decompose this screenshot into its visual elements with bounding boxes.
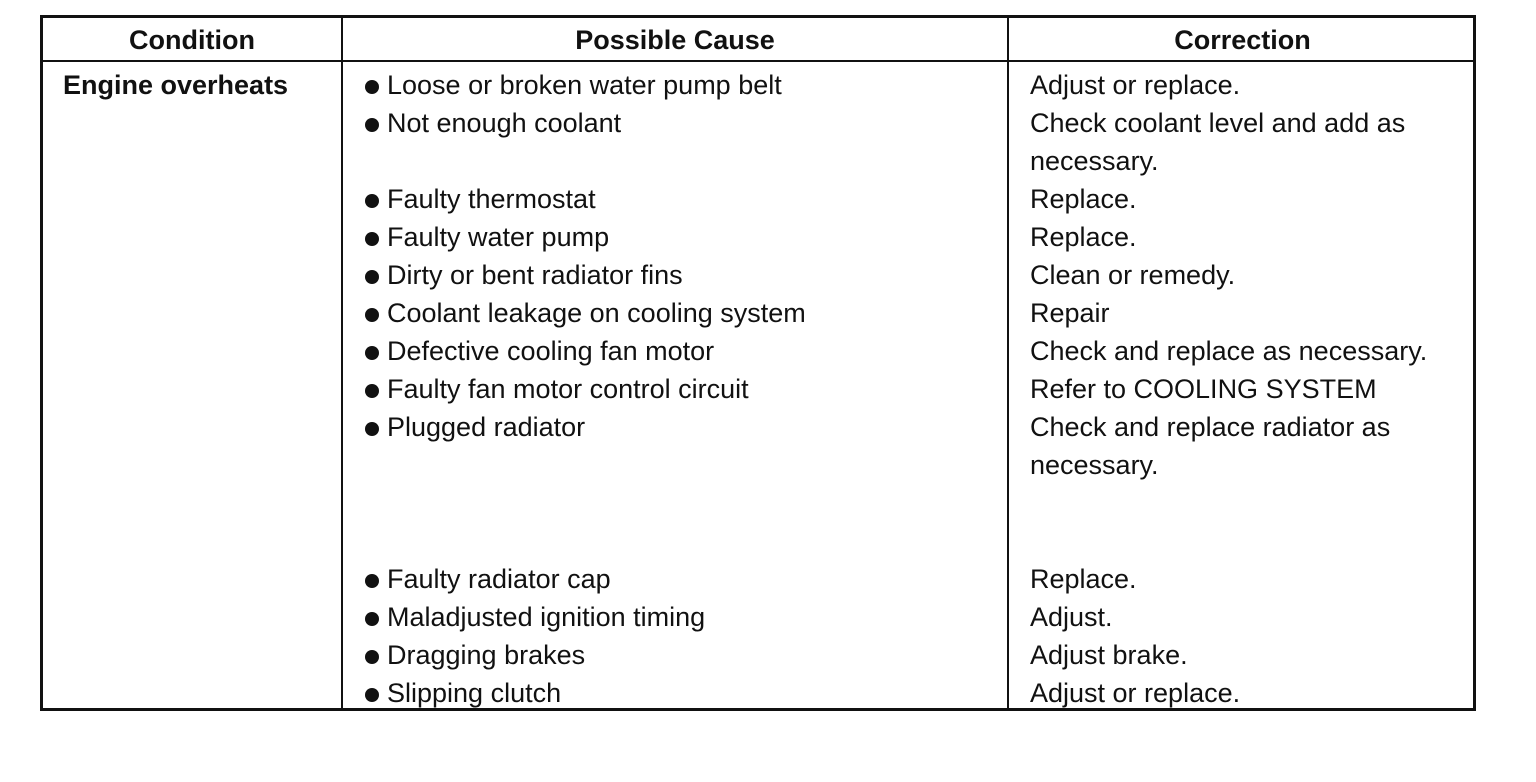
cause-text: Slipping clutch — [387, 678, 562, 708]
cause-item — [363, 294, 1003, 332]
cause-text: Coolant leakage on cooling system — [387, 298, 806, 328]
bullet-icon — [365, 650, 379, 664]
cause-item — [363, 598, 1003, 636]
bullet-icon — [365, 688, 379, 702]
cause-item — [363, 408, 1003, 560]
header-divider — [43, 60, 1473, 62]
correction-item: Adjust or replace. — [1030, 678, 1241, 708]
header-correction: Correction — [1174, 25, 1311, 55]
bullet-icon — [365, 308, 379, 322]
correction-item: Refer to COOLING SYSTEM — [1030, 374, 1377, 404]
cause-item — [363, 104, 1003, 180]
cause-text: Faulty radiator cap — [387, 564, 611, 594]
cause-item — [363, 66, 1003, 104]
condition-cell: Engine overheats — [63, 70, 289, 100]
cause-text: Maladjusted ignition timing — [387, 602, 706, 632]
cause-item — [363, 560, 1003, 598]
correction-item: Adjust or replace. — [1030, 70, 1241, 100]
cause-text: Faulty thermostat — [387, 184, 596, 214]
cause-text: Plugged radiator — [387, 412, 586, 442]
correction-list — [1030, 66, 1475, 712]
bullet-icon — [365, 574, 379, 588]
possible-cause-list — [363, 66, 1003, 712]
cause-text: Dirty or bent radiator fins — [387, 260, 683, 290]
correction-item: Clean or remedy. — [1030, 260, 1236, 290]
cause-text: Faulty water pump — [387, 222, 610, 252]
cause-item — [363, 674, 1003, 712]
correction-item: Repair — [1030, 298, 1110, 328]
bullet-icon — [365, 422, 379, 436]
troubleshooting-table — [40, 15, 1476, 711]
bullet-icon — [365, 612, 379, 626]
bullet-icon — [365, 270, 379, 284]
cause-text: Defective cooling fan motor — [387, 336, 715, 366]
cause-text: Faulty fan motor control circuit — [387, 374, 749, 404]
correction-item: Replace. — [1030, 564, 1137, 594]
correction-item: Replace. — [1030, 222, 1137, 252]
header-possible-cause: Possible Cause — [575, 25, 775, 55]
bullet-icon — [365, 118, 379, 132]
correction-item: Check coolant level and add as necessary. — [1030, 108, 1406, 176]
correction-item: Check and replace radiator as necessary. — [1030, 412, 1391, 480]
correction-item: Adjust. — [1030, 602, 1113, 632]
bullet-icon — [365, 346, 379, 360]
bullet-icon — [365, 232, 379, 246]
cause-text: Dragging brakes — [387, 640, 586, 670]
correction-item: Replace. — [1030, 184, 1137, 214]
cause-item — [363, 256, 1003, 294]
cause-text: Loose or broken water pump belt — [387, 70, 782, 100]
cause-text: Not enough coolant — [387, 108, 622, 138]
correction-item: Adjust brake. — [1030, 640, 1188, 670]
correction-item: Check and replace as necessary. — [1030, 336, 1428, 366]
cause-item — [363, 218, 1003, 256]
bullet-icon — [365, 194, 379, 208]
cause-item — [363, 370, 1003, 408]
header-condition: Condition — [129, 25, 255, 55]
bullet-icon — [365, 80, 379, 94]
cause-item — [363, 636, 1003, 674]
cause-item — [363, 180, 1003, 218]
cause-item — [363, 332, 1003, 370]
column-divider — [1007, 18, 1009, 708]
column-divider — [341, 18, 343, 708]
bullet-icon — [365, 384, 379, 398]
